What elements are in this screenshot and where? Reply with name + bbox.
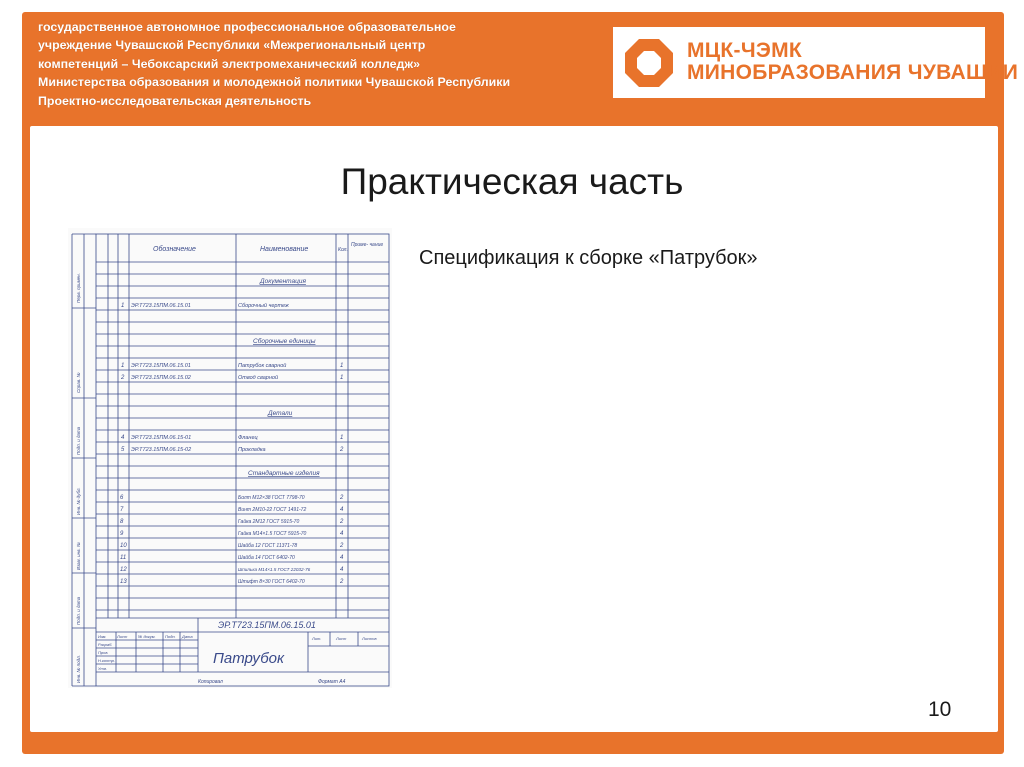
section-standard-items: Стандартные изделия <box>248 470 320 477</box>
row-pos: 6 <box>120 495 124 501</box>
row-qty: 1 <box>340 435 344 441</box>
row-qty: 4 <box>340 507 344 513</box>
row-pos: 7 <box>120 507 124 513</box>
strip-label: Подп. и дата <box>76 596 81 625</box>
row-designation: ЭР.Т723.15ПМ.06.15-01 <box>131 435 192 441</box>
logo-text <box>687 40 1018 84</box>
stamp-label: Лист <box>336 636 347 641</box>
header-line: Проектно-исследовательская деятельность <box>38 93 312 108</box>
stamp-label: Листов <box>362 636 377 641</box>
row-qty: 4 <box>340 555 344 561</box>
row-qty: 1 <box>340 363 344 369</box>
row-pos: 13 <box>120 579 127 585</box>
row-name: Болт М12×38 ГОСТ 7798-70 <box>238 495 305 501</box>
row-qty: 2 <box>340 519 344 525</box>
logo-mark-icon <box>623 37 675 89</box>
col-designation: Обозначение <box>153 246 196 253</box>
specification-caption: Спецификация к сборке «Патрубок» <box>419 247 758 269</box>
row-name: Гайка М14×1.5 ГОСТ 5915-70 <box>238 531 307 537</box>
row-name: Винт 2М10-22 ГОСТ 1491-72 <box>238 507 307 513</box>
section-details: Детали <box>268 410 293 417</box>
strip-label: Перв. примен. <box>76 273 81 303</box>
institution-header <box>38 18 618 110</box>
row-pos: 9 <box>120 531 124 537</box>
header-line: Министерства образования и молодежной политики Чувашской Республики <box>38 75 511 90</box>
col-name: Наименование <box>260 246 309 253</box>
row-pos: 1 <box>121 363 125 369</box>
row-pos: 5 <box>121 447 125 453</box>
row-pos: 4 <box>121 435 125 441</box>
row-name: Фланец <box>238 435 258 441</box>
section-assembly-units: Сборочные единицы <box>253 338 316 345</box>
stamp-label: Изм. <box>98 634 107 639</box>
row-qty: 1 <box>340 375 344 381</box>
stamp-label: Лит. <box>312 636 322 641</box>
row-pos: 10 <box>120 543 127 549</box>
stamp-format: Формат A4 <box>318 679 346 685</box>
row-qty: 2 <box>340 543 344 549</box>
row-name: Шайба 14 ГОСТ 6402-70 <box>238 555 295 561</box>
row-designation: ЭР.Т723.15ПМ.06.15.02 <box>131 375 191 381</box>
row-pos: 2 <box>121 375 125 381</box>
stamp-code: ЭР.Т723.15ПМ.06.15.01 <box>218 620 316 630</box>
row-name: Штифт 8×30 ГОСТ 6402-70 <box>238 579 305 585</box>
row-name: Шпилька М14×1.5 ГОСТ 22032-76 <box>238 567 311 572</box>
header-line: учреждение Чувашской Республики «Межрегиональный центр <box>38 38 426 53</box>
row-designation: ЭР.Т723.15ПМ.06.15.01 <box>131 303 191 309</box>
col-note: Приме- чание <box>351 242 384 248</box>
row-designation: ЭР.Т723.15ПМ.06.15-02 <box>131 447 192 453</box>
logo <box>613 27 1019 98</box>
row-qty: 4 <box>340 567 344 573</box>
logo-line-1: МЦК-ЧЭМК <box>687 39 803 62</box>
stamp-label: Пров. <box>98 650 109 655</box>
row-name: Патрубок сварной <box>238 363 287 369</box>
logo-line-2: МИНОБРАЗОВАНИЯ ЧУВАШИИ <box>687 61 1019 84</box>
stamp-label: Н.контр. <box>98 658 115 663</box>
strip-label: Взам. инв. № <box>76 542 81 570</box>
stamp-name: Патрубок <box>213 650 285 667</box>
page-number: 10 <box>928 698 952 721</box>
header-line: компетенций – Чебоксарский электромеханический колледж» <box>38 56 421 71</box>
row-qty: 4 <box>340 531 344 537</box>
row-designation: ЭР.Т723.15ПМ.06.15.01 <box>131 363 191 369</box>
strip-label: Подп. и дата <box>76 426 81 455</box>
row-pos: 1 <box>121 303 125 309</box>
row-qty: 2 <box>340 495 344 501</box>
row-qty: 2 <box>340 579 344 585</box>
stamp-label: № докум. <box>138 634 156 639</box>
row-pos: 12 <box>120 567 127 573</box>
strip-label: Инв. № подл. <box>76 655 81 683</box>
stamp-label: Утв. <box>98 666 108 671</box>
stamp-label: Разраб. <box>98 642 113 647</box>
stamp-label: Лист <box>117 634 128 639</box>
col-qty: Кол. <box>338 247 348 253</box>
slide-title: Практическая часть <box>340 161 684 202</box>
footer: www.chemk.org Межрегиональный центр компетенций - Чебоксарский электромеханический колледж <box>173 714 851 729</box>
section-documentation: Документация <box>260 278 306 285</box>
row-name: Сборочный чертеж <box>238 303 289 309</box>
row-pos: 11 <box>120 555 127 561</box>
stamp-copied: Копировал <box>198 679 223 685</box>
row-name: Отвод сварной <box>238 375 278 381</box>
strip-label: Инв. № дубл. <box>76 487 81 515</box>
specification-drawing <box>68 228 392 688</box>
stamp-label: Дата <box>182 634 193 639</box>
row-name: Гайка 2М12 ГОСТ 5915-70 <box>238 519 300 525</box>
row-pos: 8 <box>120 519 124 525</box>
stamp-label: Подп. <box>165 634 176 639</box>
row-qty: 2 <box>340 447 344 453</box>
row-name: Прокладка <box>238 447 266 453</box>
row-name: Шайба 12 ГОСТ 11371-78 <box>238 543 298 549</box>
header-line: государственное автономное профессиональное образовательное <box>38 20 456 34</box>
strip-label: Справ. № <box>76 372 81 393</box>
